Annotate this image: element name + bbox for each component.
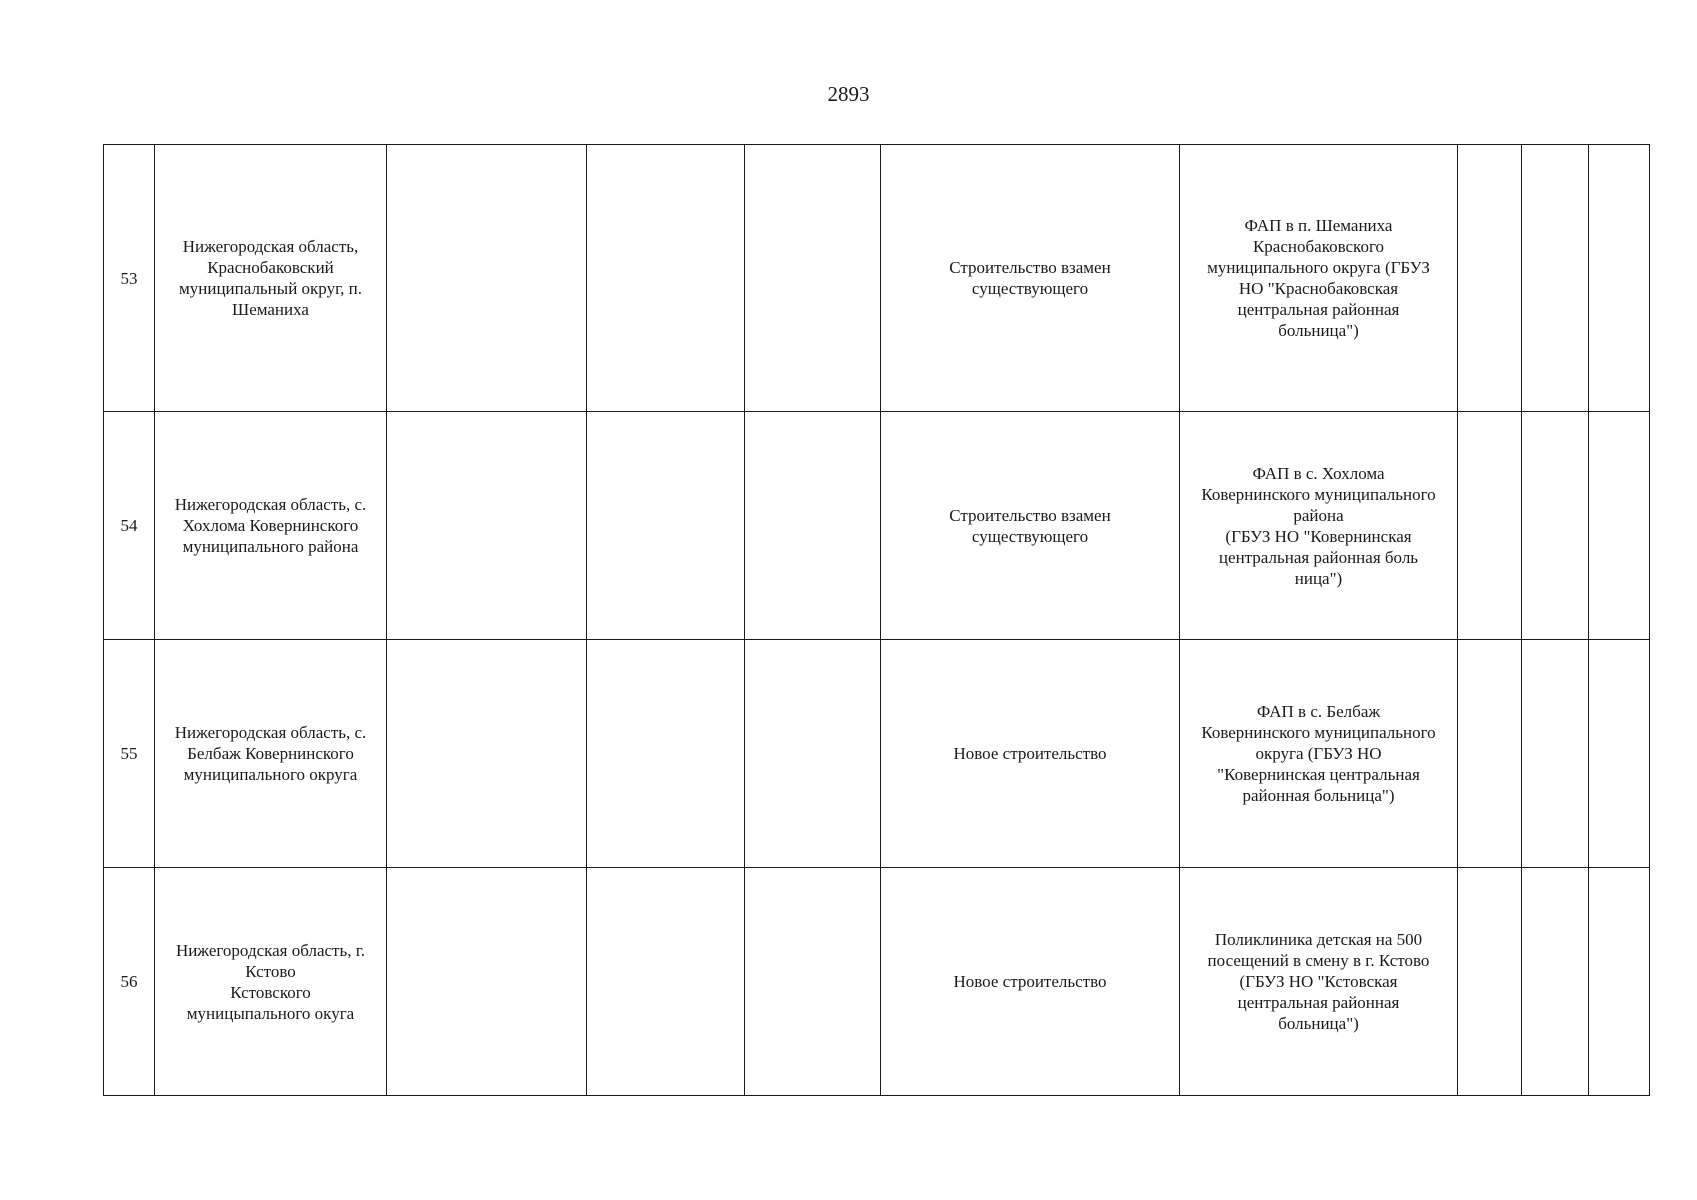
empty-cell: [387, 412, 587, 640]
location-cell: Нижегородская область, Краснобаковский муниципальный округ, п. Шеманиха: [155, 145, 387, 412]
empty-cell: [1589, 868, 1650, 1096]
empty-cell: [387, 640, 587, 868]
page-number: 2893: [827, 82, 870, 106]
work-type-cell: Новое строительство: [881, 640, 1180, 868]
table-row: [104, 640, 1650, 868]
table-row: [104, 868, 1650, 1096]
empty-cell: [1589, 412, 1650, 640]
empty-cell: [1522, 640, 1589, 868]
location-cell: Нижегородская область, с. Белбаж Ковернинского муниципального округа: [155, 640, 387, 868]
empty-cell: [745, 412, 881, 640]
row-number-cell: 55: [104, 640, 155, 868]
facility-cell: ФАП в с. Хохлома Ковернинского муниципального района (ГБУЗ НО "Ковернинская центральная районная боль ница"): [1180, 412, 1458, 640]
work-type-cell: Строительство взамен существующего: [881, 145, 1180, 412]
location-cell: Нижегородская область, с. Хохлома Ковернинского муниципального района: [155, 412, 387, 640]
row-number-cell: 56: [104, 868, 155, 1096]
empty-cell: [587, 145, 745, 412]
table-row: [104, 145, 1650, 412]
work-type-cell: Новое строительство: [881, 868, 1180, 1096]
facility-cell: Поликлиника детская на 500 посещений в смену в г. Кстово (ГБУЗ НО "Кстовская центральная районная больница"): [1180, 868, 1458, 1096]
location-cell: Нижегородская область, г. Кстово Кстовского муницыпального окуга: [155, 868, 387, 1096]
empty-cell: [387, 868, 587, 1096]
empty-cell: [745, 145, 881, 412]
empty-cell: [1458, 868, 1522, 1096]
empty-cell: [1458, 640, 1522, 868]
empty-cell: [1458, 145, 1522, 412]
empty-cell: [1522, 145, 1589, 412]
empty-cell: [745, 868, 881, 1096]
empty-cell: [1522, 412, 1589, 640]
facility-cell: ФАП в п. Шеманиха Краснобаковского муниципального округа (ГБУЗ НО "Краснобаковская центральная районная больница"): [1180, 145, 1458, 412]
table-row: [104, 412, 1650, 640]
empty-cell: [1522, 868, 1589, 1096]
empty-cell: [745, 640, 881, 868]
empty-cell: [587, 868, 745, 1096]
empty-cell: [387, 145, 587, 412]
empty-cell: [1458, 412, 1522, 640]
empty-cell: [587, 412, 745, 640]
objects-table: [103, 144, 1650, 1096]
row-number-cell: 53: [104, 145, 155, 412]
work-type-cell: Строительство взамен существующего: [881, 412, 1180, 640]
empty-cell: [587, 640, 745, 868]
row-number-cell: 54: [104, 412, 155, 640]
facility-cell: ФАП в с. Белбаж Ковернинского муниципального округа (ГБУЗ НО "Ковернинская центральная районная больница"): [1180, 640, 1458, 868]
empty-cell: [1589, 640, 1650, 868]
empty-cell: [1589, 145, 1650, 412]
